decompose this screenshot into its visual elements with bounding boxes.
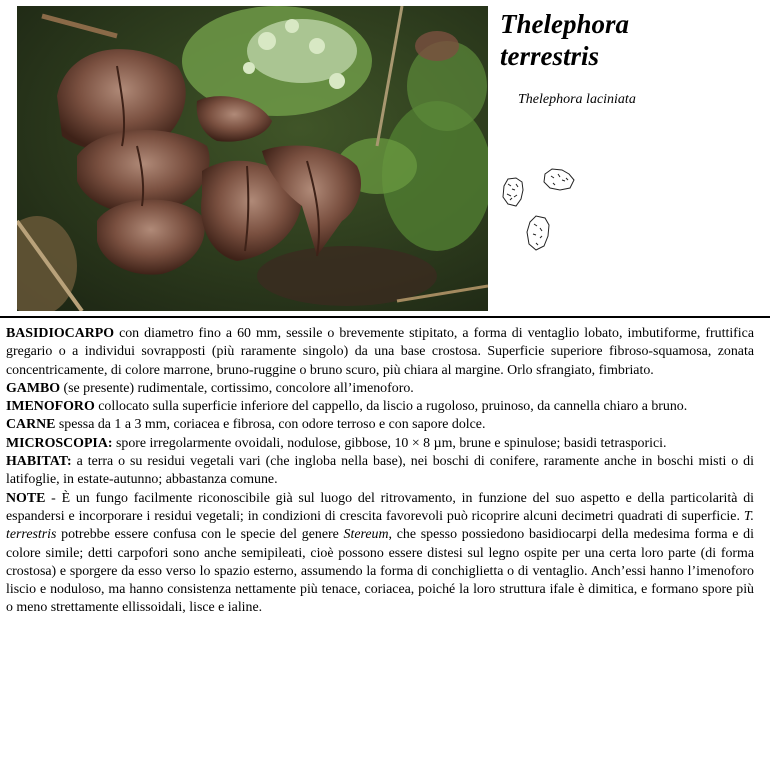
note-text: - È un fungo facilmente riconoscibile già sul luogo del ritrovamento, in funzione del suo aspetto e della particolarità di espandersi e incorporare i residui vegetali; in condizioni di crescita favorevoli può ricoprire alcuni decimetri quadrati di superficie.	[6, 490, 754, 524]
section-text: spore irregolarmente ovoidali, nodulose, gibbose, 10 × 8 µm, brune e spinulose; basidi tetrasporici.	[112, 435, 667, 451]
section-text: spessa da 1 a 3 mm, coriacea e fibrosa, con odore terroso e con sapore dolce.	[55, 417, 486, 433]
section-imenoforo	[6, 398, 754, 416]
mushroom-photo	[17, 6, 488, 311]
note-text: potrebbe essere confusa con le specie del genere	[56, 527, 344, 543]
section-label: BASIDIOCARPO	[6, 326, 115, 341]
section-carne	[6, 416, 754, 434]
section-note	[6, 490, 754, 618]
section-label: CARNE	[6, 417, 56, 433]
section-basidiocarpo	[6, 325, 754, 380]
section-text: (se presente) rudimentale, cortissimo, concolore all’imenoforo.	[60, 380, 414, 396]
section-label: NOTE	[6, 490, 46, 506]
section-label: GAMBO	[6, 380, 61, 396]
section-gambo	[6, 380, 754, 398]
section-text: a terra o su residui vegetali vari (che ingloba nella base), nei boschi di conifere, raramente anche in boschi misti o di latifoglie, in estate-autunno; abbastanza comune.	[6, 454, 754, 488]
section-label: IMENOFORO	[6, 399, 95, 415]
section-label: MICROSCOPIA:	[6, 435, 113, 451]
note-italic-genus: Stereum	[343, 527, 389, 543]
species-synonym: Thelephora laciniata	[518, 92, 636, 107]
species-title	[500, 8, 760, 72]
section-microscopia	[6, 435, 754, 453]
section-habitat	[6, 453, 754, 490]
note-italic-species: T. terrestris	[6, 508, 754, 543]
section-text: collocato sulla superficie inferiore del cappello, da liscio a rugoloso, pruinoso, da cannella chiaro a bruno.	[94, 399, 688, 415]
spore-drawings-icon	[496, 164, 586, 256]
section-divider	[0, 316, 770, 318]
title-epithet: terrestris	[500, 41, 600, 71]
species-description	[6, 325, 754, 618]
note-text: , che spesso possiedono basidiocarpi della medesima forma e di colore simile; detti carpofori sono anche semipileati, cioè possono essere distesi sul legno ospite per una certa loro parte (di forma crostosa) e sporgere da esso verso lo spazio esterno, assumendo la forma di conchiglietta o di ventaglio. Anch’essi hanno l’imenoforo liscio e noduloso, ma hanno consistenza nettamente più tenace, coriacea, poiché la loro struttura ifale è dimitica, e formano spore più o meno strettamente ellissoidali, lisce e ialine.	[6, 527, 754, 616]
section-text: con diametro fino a 60 mm, sessile o brevemente stipitato, a forma di ventaglio lobato, imbutiforme, fruttifica gregario o a individui sovrapposti (più raramente singolo) da una base crostosa. Superficie superiore fibroso-squamosa, zonata concentricamente, di colore marrone, bruno-ruggine o bruno scuro, più chiara al margine. Orlo sfrangiato, fimbriato.	[6, 326, 754, 378]
section-label: HABITAT:	[6, 454, 72, 470]
title-genus: Thelephora	[500, 9, 630, 39]
